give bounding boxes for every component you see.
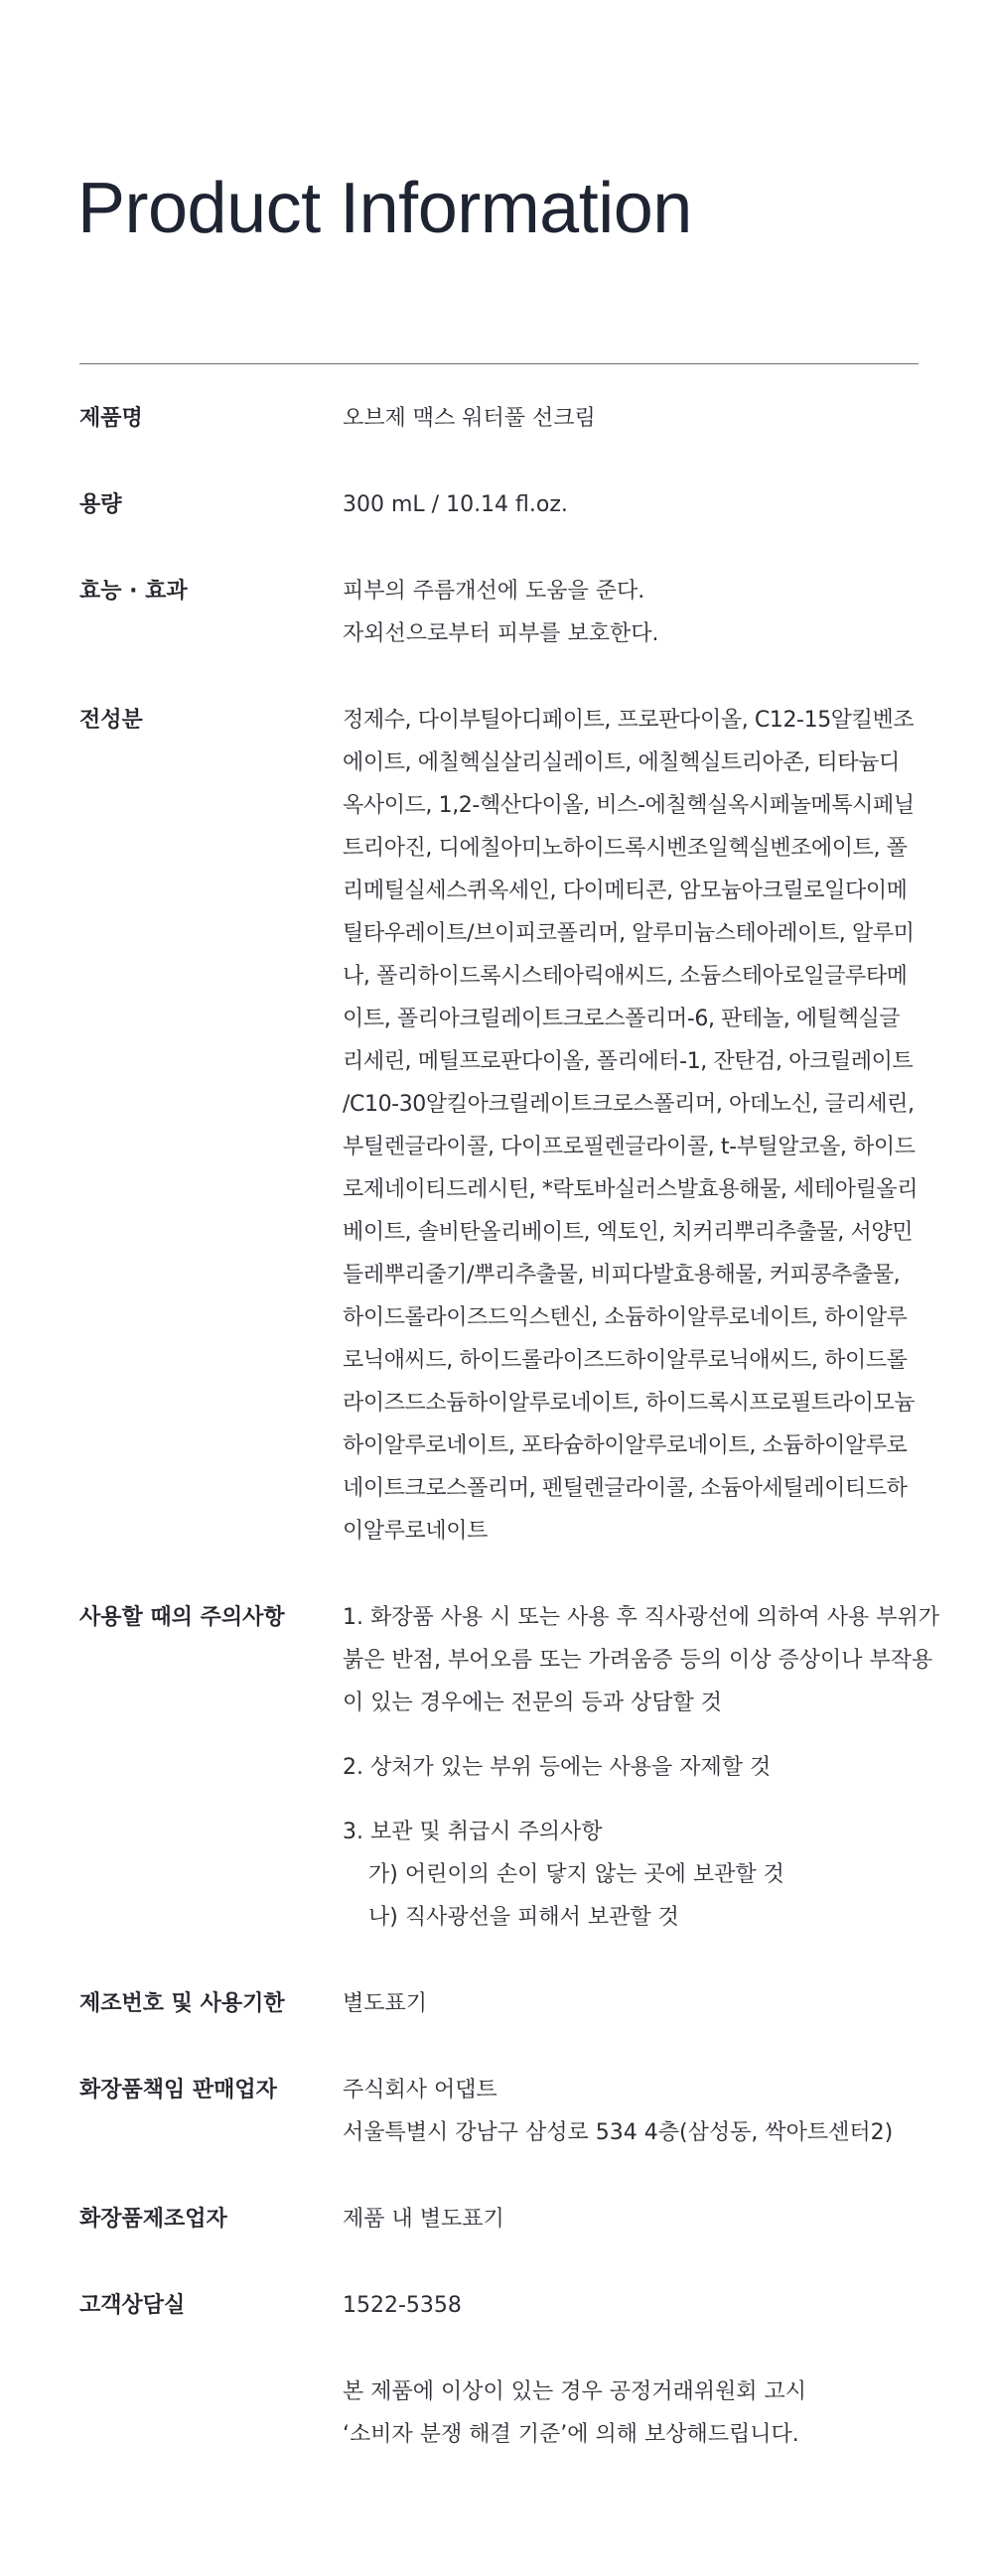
value-line: 서울특별시 강남구 삼성로 534 4층(삼성동, 싹아트센터2) [343, 2120, 894, 2145]
ingredients-line: 라이즈드소듐하이알루로네이트, 하이드록시프로필트라이모늄 [343, 1391, 916, 1416]
customer-service-phone: 1522-5358 [343, 2293, 462, 2318]
caution-item-3 [343, 1811, 939, 1939]
ingredients-line: 로제네이티드레시틴, *락토바실러스발효용해물, 세테아릴올리 [343, 1177, 919, 1202]
row-label: 화장품책임 판매업자 [79, 2078, 277, 2102]
notice-line: 본 제품에 이상이 있는 경우 공정거래위원회 고시 [343, 2379, 807, 2404]
value-line: 피부의 주름개선에 도움을 준다. [343, 579, 645, 604]
row-value: 오브제 맥스 워터풀 선크림 [343, 406, 596, 431]
row-value: 제품 내 별도표기 [343, 2207, 504, 2232]
value-line: 자외선으로부터 피부를 보호한다. [343, 621, 659, 646]
ingredients-line: 옥사이드, 1,2-헥산다이올, 비스-에칠헥실옥시페놀메톡시페닐 [343, 793, 915, 818]
caution-line: 3. 보관 및 취급시 주의사항 [343, 1820, 603, 1844]
row-ingredients [79, 699, 928, 1553]
caution-line: 이 있는 경우에는 전문의 등과 상담할 것 [343, 1691, 722, 1715]
ingredients-line: 베이트, 솔비탄올리베이트, 엑토인, 치커리뿌리추출물, 서양민 [343, 1220, 914, 1245]
ingredients-line: 들레뿌리줄기/뿌리추출물, 비피다발효용해물, 커피콩추출물, [343, 1263, 901, 1288]
caution-line: 2. 상처가 있는 부위 등에는 사용을 자제할 것 [343, 1755, 772, 1780]
row-efficacy [79, 570, 928, 655]
row-label: 고객상담실 [79, 2293, 186, 2318]
caution-subline: 나) 직사광선을 피해서 보관할 것 [368, 1905, 679, 1930]
ingredients-line: 틸타우레이트/브이피코폴리머, 알루미늄스테아레이트, 알루미 [343, 921, 915, 946]
row-value: 300 mL / 10.14 fl.oz. [343, 492, 568, 517]
product-info-table [79, 397, 939, 2500]
caution-list [343, 1596, 939, 1939]
row-value [343, 570, 928, 655]
caution-line: 붉은 반점, 부어오름 또는 가려움증 등의 이상 증상이나 부작용 [343, 1648, 933, 1673]
ingredients-line: 하이알루로네이트, 포타슘하이알루로네이트, 소듐하이알루로 [343, 1433, 908, 1458]
row-customer-service [79, 2284, 928, 2327]
ingredients-line: 하이드롤라이즈드익스텐신, 소듐하이알루로네이트, 하이알루 [343, 1305, 908, 1330]
row-label-empty [79, 2371, 343, 2456]
notice-text [343, 2371, 928, 2456]
caution-item-1 [343, 1596, 939, 1724]
row-value [343, 2069, 928, 2154]
ingredients-line: /C10-30알킬아크릴레이트크로스폴리머, 아데노신, 글리세린, [343, 1092, 915, 1117]
caution-subline: 가) 어린이의 손이 닿지 않는 곳에 보관할 것 [368, 1862, 784, 1887]
ingredients-line: 리세린, 메틸프로판다이올, 폴리에터-1, 잔탄검, 아크릴레이트 [343, 1049, 914, 1074]
row-label: 제품명 [79, 406, 143, 431]
row-label: 사용할 때의 주의사항 [79, 1605, 285, 1630]
row-volume [79, 483, 928, 526]
ingredients-line: 로닉애씨드, 하이드롤라이즈드하이알루로닉애씨드, 하이드롤 [343, 1348, 908, 1373]
row-label: 전성분 [79, 708, 143, 733]
row-label: 용량 [79, 492, 122, 517]
ingredients-line: 이트, 폴리아크릴레이트크로스폴리머-6, 판테놀, 에틸헥실글 [343, 1007, 901, 1031]
ingredients-line: 네이트크로스폴리머, 펜틸렌글라이콜, 소듐아세틸레이티드하 [343, 1476, 908, 1501]
row-seller [79, 2069, 928, 2154]
ingredients-line: 리메틸실세스퀴옥세인, 다이메티콘, 암모늄아크릴로일다이메 [343, 879, 908, 903]
caution-line: 1. 화장품 사용 시 또는 사용 후 직사광선에 의하여 사용 부위가 [343, 1605, 939, 1630]
title-divider [79, 363, 919, 364]
ingredients-line: 부틸렌글라이콜, 다이프로필렌글라이콜, t-부틸알코올, 하이드 [343, 1135, 916, 1159]
row-value: 별도표기 [343, 1991, 428, 2016]
ingredients-line: 이알루로네이트 [343, 1519, 488, 1544]
row-caution [79, 1596, 939, 1939]
ingredients-line: 트리아진, 디에칠아미노하이드록시벤조일헥실벤조에이트, 폴 [343, 836, 908, 861]
row-lot-expiry [79, 1982, 928, 2025]
row-label: 효능 · 효과 [79, 579, 188, 604]
ingredients-list [343, 699, 928, 1553]
ingredients-line: 에이트, 에칠헥실살리실레이트, 에칠헥실트리아존, 티타늄디 [343, 750, 900, 775]
ingredients-line: 정제수, 다이부틸아디페이트, 프로판다이올, C12-15알킬벤조 [343, 708, 915, 733]
caution-item-2 [343, 1746, 939, 1789]
notice-line: ‘소비자 분쟁 해결 기준’에 의해 보상해드립니다. [343, 2422, 799, 2447]
row-product-name [79, 397, 928, 440]
page-title: Product Information [77, 169, 692, 248]
row-label: 제조번호 및 사용기한 [79, 1991, 285, 2016]
value-line: 주식회사 어댑트 [343, 2078, 497, 2102]
row-label: 화장품제조업자 [79, 2207, 227, 2232]
row-manufacturer [79, 2198, 928, 2240]
row-notice [79, 2371, 928, 2456]
ingredients-line: 나, 폴리하이드록시스테아릭애씨드, 소듐스테아로일글루타메 [343, 964, 908, 989]
